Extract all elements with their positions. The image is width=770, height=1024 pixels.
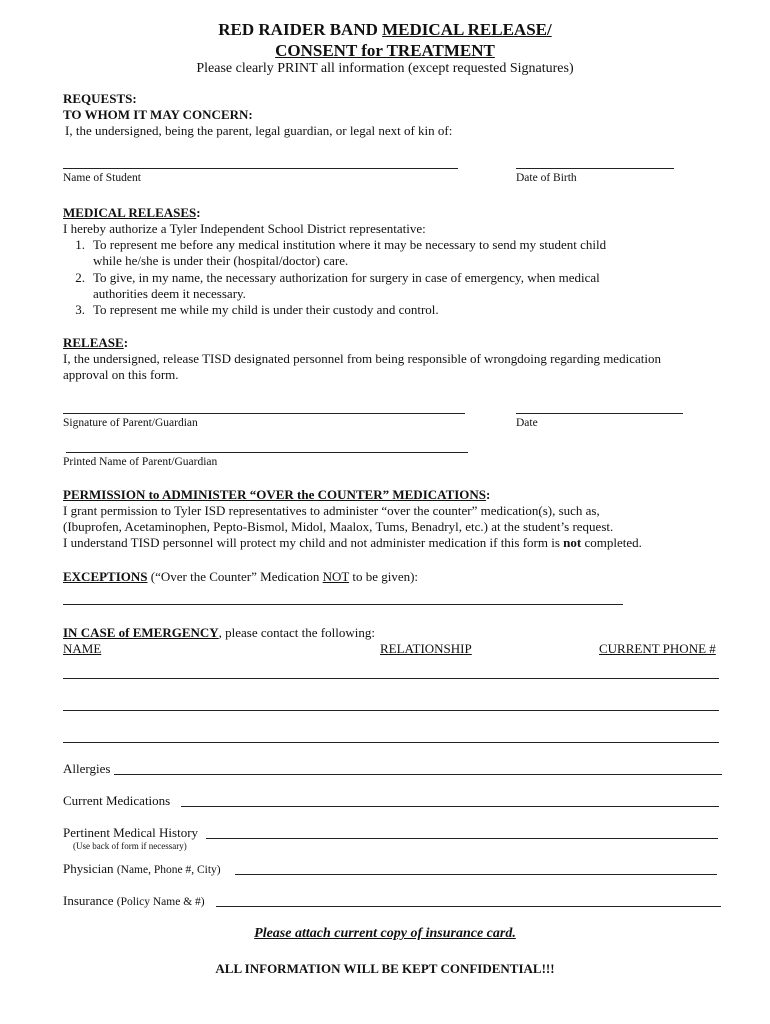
form-title-line2: CONSENT for TREATMENT xyxy=(275,41,495,60)
confidential-note: ALL INFORMATION WILL BE KEPT CONFIDENTIAL!!! xyxy=(215,961,555,976)
release-text-line2: approval on this form. xyxy=(63,367,179,382)
release-item-1: 1. To represent me before any medical institution where it may be necessary to send my student child xyxy=(75,237,607,252)
to-whom-label: TO WHOM IT MAY CONCERN: xyxy=(63,107,253,122)
dob-label: Date of Birth xyxy=(516,172,577,184)
insurance-field[interactable] xyxy=(216,906,721,907)
print-instruction: Please clearly PRINT all information (except requested Signatures) xyxy=(196,61,574,76)
use-back-note: (Use back of form if necessary) xyxy=(73,841,187,851)
medical-history-field[interactable] xyxy=(206,838,718,839)
medical-releases-heading: MEDICAL RELEASES: xyxy=(63,205,201,220)
release-item-2-cont: authorities deem it necessary. xyxy=(93,286,246,301)
allergies-field[interactable] xyxy=(114,774,722,775)
emergency-contact-row-1[interactable] xyxy=(63,678,719,679)
col-phone-header: CURRENT PHONE # xyxy=(599,641,716,656)
form-title xyxy=(0,20,770,40)
permission-line3: I understand TISD personnel will protect my child and not administer medication if this form is not completed. xyxy=(63,535,642,550)
permission-line2: (Ibuprofen, Acetaminophen, Pepto-Bismol, Midol, Maalox, Tums, Benadryl, etc.) at the student’s request. xyxy=(63,519,614,534)
title-main: MEDICAL RELEASE/ xyxy=(382,20,552,39)
emergency-contact-row-2[interactable] xyxy=(63,710,719,711)
permission-line1: I grant permission to Tyler ISD representatives to administer “over the counter” medication(s), such as, xyxy=(63,503,600,518)
printed-name-label: Printed Name of Parent/Guardian xyxy=(63,456,218,468)
medical-history-label: Pertinent Medical History xyxy=(63,825,199,840)
parent-signature-field[interactable] xyxy=(63,413,465,414)
col-relationship-header: RELATIONSHIP xyxy=(380,641,472,656)
current-medications-label: Current Medications xyxy=(63,793,171,808)
emergency-line: IN CASE of EMERGENCY, please contact the following: xyxy=(63,625,375,640)
emergency-contact-row-3[interactable] xyxy=(63,742,719,743)
release-item-2: 2. To give, in my name, the necessary authorization for surgery in case of emergency, when medical xyxy=(75,270,600,285)
title-prefix: RED RAIDER BAND xyxy=(218,20,378,39)
physician-label: Physician (Name, Phone #, City) xyxy=(63,861,221,876)
student-name-label: Name of Student xyxy=(63,172,141,184)
release-text-line1: I, the undersigned, release TISD designated personnel from being responsible of wrongdoing regarding medication xyxy=(63,351,661,366)
emergency-heading: IN CASE of EMERGENCY xyxy=(63,625,219,640)
undersigned-statement: I, the undersigned, being the parent, legal guardian, or legal next of kin of: xyxy=(65,123,453,138)
signature-label: Signature of Parent/Guardian xyxy=(63,417,198,429)
exceptions-heading: EXCEPTIONS xyxy=(63,569,148,584)
requests-label: REQUESTS: xyxy=(63,91,137,106)
insurance-card-note: Please attach current copy of insurance card. xyxy=(254,926,516,941)
physician-field[interactable] xyxy=(235,874,717,875)
allergies-label: Allergies xyxy=(63,761,111,776)
col-name-header: NAME xyxy=(63,641,102,656)
release-heading: RELEASE: xyxy=(63,335,129,350)
date-of-birth-field[interactable] xyxy=(516,168,674,169)
medical-releases-intro: I hereby authorize a Tyler Independent School District representative: xyxy=(63,221,426,236)
exceptions-line: EXCEPTIONS (“Over the Counter” Medication NOT to be given): xyxy=(63,569,419,584)
insurance-label: Insurance (Policy Name & #) xyxy=(63,893,205,908)
printed-name-field[interactable] xyxy=(66,452,468,453)
signature-date-field[interactable] xyxy=(516,413,683,414)
student-name-field[interactable] xyxy=(63,168,458,169)
release-item-1-cont: while he/she is under their (hospital/doctor) care. xyxy=(93,253,349,268)
permission-heading: PERMISSION to ADMINISTER “OVER the COUNTER” MEDICATIONS: xyxy=(63,487,491,502)
date-label: Date xyxy=(516,417,538,429)
current-medications-field[interactable] xyxy=(181,806,719,807)
exceptions-field[interactable] xyxy=(63,604,623,605)
release-item-3: 3. To represent me while my child is under their custody and control. xyxy=(75,302,439,317)
